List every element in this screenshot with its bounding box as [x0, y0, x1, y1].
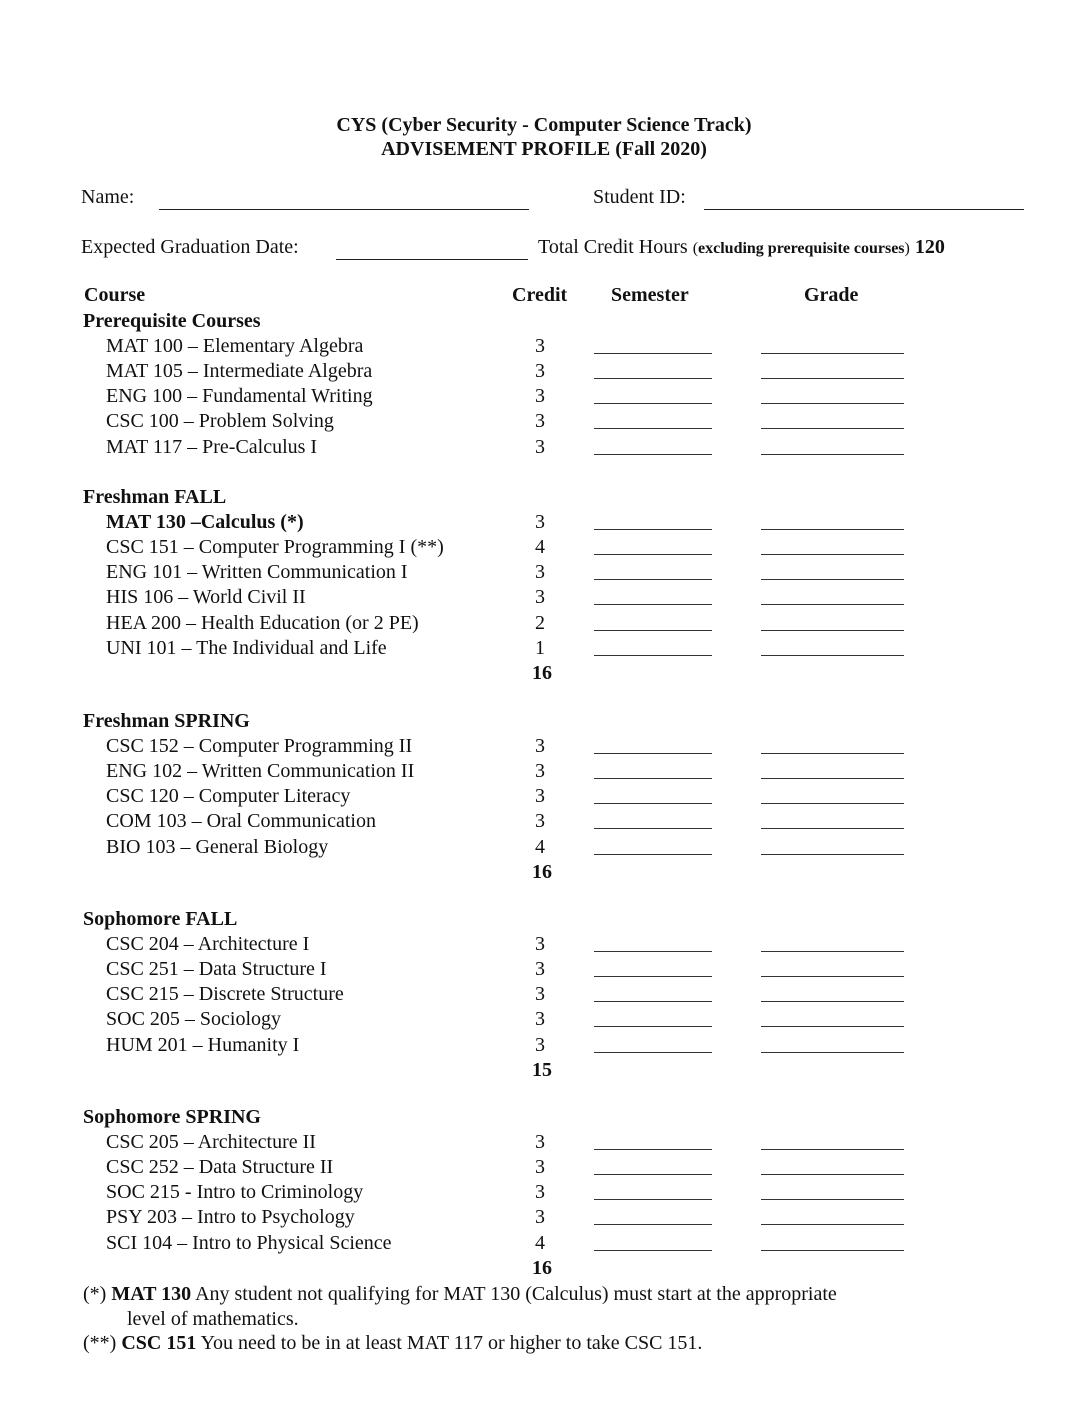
semester-field[interactable]: [594, 854, 712, 855]
document-subtitle: ADVISEMENT PROFILE (Fall 2020): [381, 138, 707, 160]
semester-field[interactable]: [594, 454, 712, 455]
footnote-text: You need to be in at least MAT 117 or higher to take CSC 151.: [200, 1332, 703, 1354]
section-credit-total: 16: [532, 1257, 552, 1279]
grade-field[interactable]: [761, 1199, 904, 1200]
graduation-date-field[interactable]: [336, 259, 528, 260]
course-credit: 3: [535, 734, 545, 757]
semester-field[interactable]: [594, 803, 712, 804]
course-credit: 3: [535, 334, 545, 357]
semester-field[interactable]: [594, 1199, 712, 1200]
course-row: [0, 932, 1088, 957]
course-name: SOC 205 – Sociology: [106, 1008, 282, 1031]
semester-field[interactable]: [594, 378, 712, 379]
footnote-mat130-continued: level of mathematics.: [127, 1308, 299, 1330]
course-credit: 3: [535, 1033, 545, 1056]
footnote-text: Any student not qualifying for MAT 130 (Calculus) must start at the appropriate: [195, 1283, 837, 1305]
course-credit: 3: [535, 1130, 545, 1153]
course-row: [0, 1007, 1088, 1032]
course-credit: 3: [535, 435, 545, 458]
course-row: [0, 636, 1088, 661]
student-id-field[interactable]: [704, 209, 1024, 210]
course-name: HEA 200 – Health Education (or 2 PE): [106, 611, 419, 634]
grade-field[interactable]: [761, 579, 904, 580]
course-credit: 3: [535, 385, 545, 408]
course-credit: 3: [535, 586, 545, 609]
course-name: CSC 252 – Data Structure II: [106, 1155, 334, 1178]
course-row: [0, 957, 1088, 982]
document-title: CYS (Cyber Security - Computer Science Track): [336, 114, 752, 136]
grade-field[interactable]: [761, 1001, 904, 1002]
column-header-credit: Credit: [512, 284, 568, 306]
course-name: SOC 215 - Intro to Criminology: [106, 1181, 364, 1204]
course-credit: 3: [535, 410, 545, 433]
section-credit-total: 15: [532, 1059, 552, 1081]
course-credit: 4: [535, 835, 545, 858]
student-id-label: Student ID:: [593, 186, 686, 208]
footnote-mat130: [83, 1282, 837, 1307]
course-credit: 2: [535, 611, 545, 634]
course-name: CSC 215 – Discrete Structure: [106, 983, 344, 1006]
grade-field[interactable]: [761, 778, 904, 779]
course-row: [0, 1231, 1088, 1256]
course-credit: 3: [535, 1206, 545, 1229]
course-row: [0, 611, 1088, 636]
grade-field[interactable]: [761, 353, 904, 354]
course-credit: 3: [535, 1008, 545, 1031]
course-name: CSC 205 – Architecture II: [106, 1130, 316, 1153]
semester-field[interactable]: [594, 1149, 712, 1150]
name-label: Name:: [81, 186, 135, 208]
course-name: MAT 130 –Calculus (*): [106, 510, 304, 533]
course-credit: 3: [535, 785, 545, 808]
semester-field[interactable]: [594, 428, 712, 429]
course-row: [0, 809, 1088, 834]
course-credit: 3: [535, 359, 545, 382]
semester-field[interactable]: [594, 353, 712, 354]
course-credit: 3: [535, 510, 545, 533]
course-credit: 3: [535, 561, 545, 584]
semester-field[interactable]: [594, 604, 712, 605]
grade-field[interactable]: [761, 976, 904, 977]
grade-field[interactable]: [761, 1250, 904, 1251]
total-hours-note: excluding prerequisite courses: [698, 240, 905, 257]
course-name: UNI 101 – The Individual and Life: [106, 637, 387, 659]
name-field[interactable]: [159, 209, 529, 210]
grade-field[interactable]: [761, 1224, 904, 1225]
semester-field[interactable]: [594, 951, 712, 952]
course-row: [0, 585, 1088, 610]
semester-field[interactable]: [594, 828, 712, 829]
course-row: [0, 1155, 1088, 1180]
column-header-course: Course: [84, 284, 146, 306]
course-name: BIO 103 – General Biology: [106, 835, 329, 858]
course-row: [0, 1033, 1088, 1058]
course-name: CSC 204 – Architecture I: [106, 932, 310, 955]
section-title: Sophomore SPRING: [83, 1106, 261, 1128]
course-row: [0, 784, 1088, 809]
section-credit-total: 16: [532, 662, 552, 685]
course-row: [0, 409, 1088, 434]
course-name: CSC 151 – Computer Programming I (**): [106, 535, 444, 558]
semester-field[interactable]: [594, 579, 712, 580]
grade-field[interactable]: [761, 378, 904, 379]
grade-field[interactable]: [761, 529, 904, 530]
grade-field[interactable]: [761, 655, 904, 656]
semester-field[interactable]: [594, 1001, 712, 1002]
grade-field[interactable]: [761, 604, 904, 605]
section-title: Sophomore FALL: [83, 908, 238, 930]
total-hours-label: Total Credit Hours: [538, 236, 688, 258]
course-name: ENG 100 – Fundamental Writing: [106, 385, 373, 408]
course-name: CSC 120 – Computer Literacy: [106, 785, 351, 808]
course-name: HUM 201 – Humanity I: [106, 1033, 300, 1056]
course-name: SCI 104 – Intro to Physical Science: [106, 1231, 392, 1254]
course-row: [0, 359, 1088, 384]
footnote-csc151: [83, 1331, 702, 1356]
grade-field[interactable]: [761, 554, 904, 555]
grade-field[interactable]: [761, 428, 904, 429]
section-title: Freshman SPRING: [83, 710, 250, 732]
course-row: [0, 435, 1088, 460]
course-name: MAT 100 – Elementary Algebra: [106, 334, 364, 357]
grade-field[interactable]: [761, 1149, 904, 1150]
total-hours-value: 120: [914, 236, 945, 258]
semester-field[interactable]: [594, 554, 712, 555]
course-name: CSC 100 – Problem Solving: [106, 410, 334, 433]
course-row: [0, 535, 1088, 560]
course-credit: 3: [535, 932, 545, 955]
course-row: [0, 334, 1088, 359]
footnote-marker: (*): [83, 1283, 107, 1305]
course-name: CSC 251 – Data Structure I: [106, 957, 327, 980]
footnote-course: MAT 130: [111, 1283, 192, 1305]
grade-field[interactable]: [761, 828, 904, 829]
course-name: COM 103 – Oral Communication: [106, 810, 376, 833]
course-credit: 3: [535, 810, 545, 833]
semester-field[interactable]: [594, 403, 712, 404]
section-title: Freshman FALL: [83, 486, 227, 508]
grade-field[interactable]: [761, 1026, 904, 1027]
grade-field[interactable]: [761, 951, 904, 952]
grade-field[interactable]: [761, 753, 904, 754]
course-row: [0, 1130, 1088, 1155]
course-credit: 3: [535, 1155, 545, 1178]
course-row: [0, 560, 1088, 585]
course-credit: 4: [535, 1231, 545, 1254]
course-row: [0, 384, 1088, 409]
semester-field[interactable]: [594, 778, 712, 779]
semester-field[interactable]: [594, 753, 712, 754]
semester-field[interactable]: [594, 630, 712, 631]
grade-field[interactable]: [761, 803, 904, 804]
course-row: [0, 982, 1088, 1007]
semester-field[interactable]: [594, 1224, 712, 1225]
grade-field[interactable]: [761, 1174, 904, 1175]
footnote-marker: (**): [83, 1332, 117, 1354]
course-row: [0, 1205, 1088, 1230]
course-row: [0, 734, 1088, 759]
semester-field[interactable]: [594, 1026, 712, 1027]
course-name: PSY 203 – Intro to Psychology: [106, 1206, 355, 1229]
course-name: MAT 105 – Intermediate Algebra: [106, 359, 373, 382]
semester-field[interactable]: [594, 529, 712, 530]
grade-field[interactable]: [761, 1052, 904, 1053]
semester-field[interactable]: [594, 976, 712, 977]
semester-field[interactable]: [594, 1052, 712, 1053]
course-row: [0, 759, 1088, 784]
course-name: MAT 117 – Pre-Calculus I: [106, 435, 318, 458]
grade-field[interactable]: [761, 403, 904, 404]
course-name: CSC 152 – Computer Programming II: [106, 734, 413, 757]
column-header-semester: Semester: [611, 284, 689, 306]
course-row: [0, 1180, 1088, 1205]
semester-field[interactable]: [594, 655, 712, 656]
course-credit: 3: [535, 1181, 545, 1204]
course-row: [0, 510, 1088, 535]
grade-field[interactable]: [761, 454, 904, 455]
course-credit: 3: [535, 957, 545, 980]
course-name: ENG 102 – Written Communication II: [106, 759, 415, 782]
course-credit: 3: [535, 759, 545, 782]
course-name: ENG 101 – Written Communication I: [106, 561, 408, 584]
course-name: HIS 106 – World Civil II: [106, 586, 306, 609]
course-credit: 4: [535, 535, 545, 558]
section-credit-total: 16: [532, 861, 552, 883]
grade-field[interactable]: [761, 630, 904, 631]
course-credit: 3: [535, 983, 545, 1006]
semester-field[interactable]: [594, 1174, 712, 1175]
graduation-date-label: Expected Graduation Date:: [81, 236, 299, 258]
section-title: Prerequisite Courses: [83, 310, 261, 332]
grade-field[interactable]: [761, 854, 904, 855]
total-credit-hours: Total Credit Hours (excluding prerequisite courses) 120: [538, 236, 945, 258]
footnote-course: CSC 151: [121, 1332, 197, 1354]
semester-field[interactable]: [594, 1250, 712, 1251]
column-header-grade: Grade: [804, 284, 859, 306]
course-row: [0, 835, 1088, 860]
course-credit: 1: [535, 637, 545, 659]
